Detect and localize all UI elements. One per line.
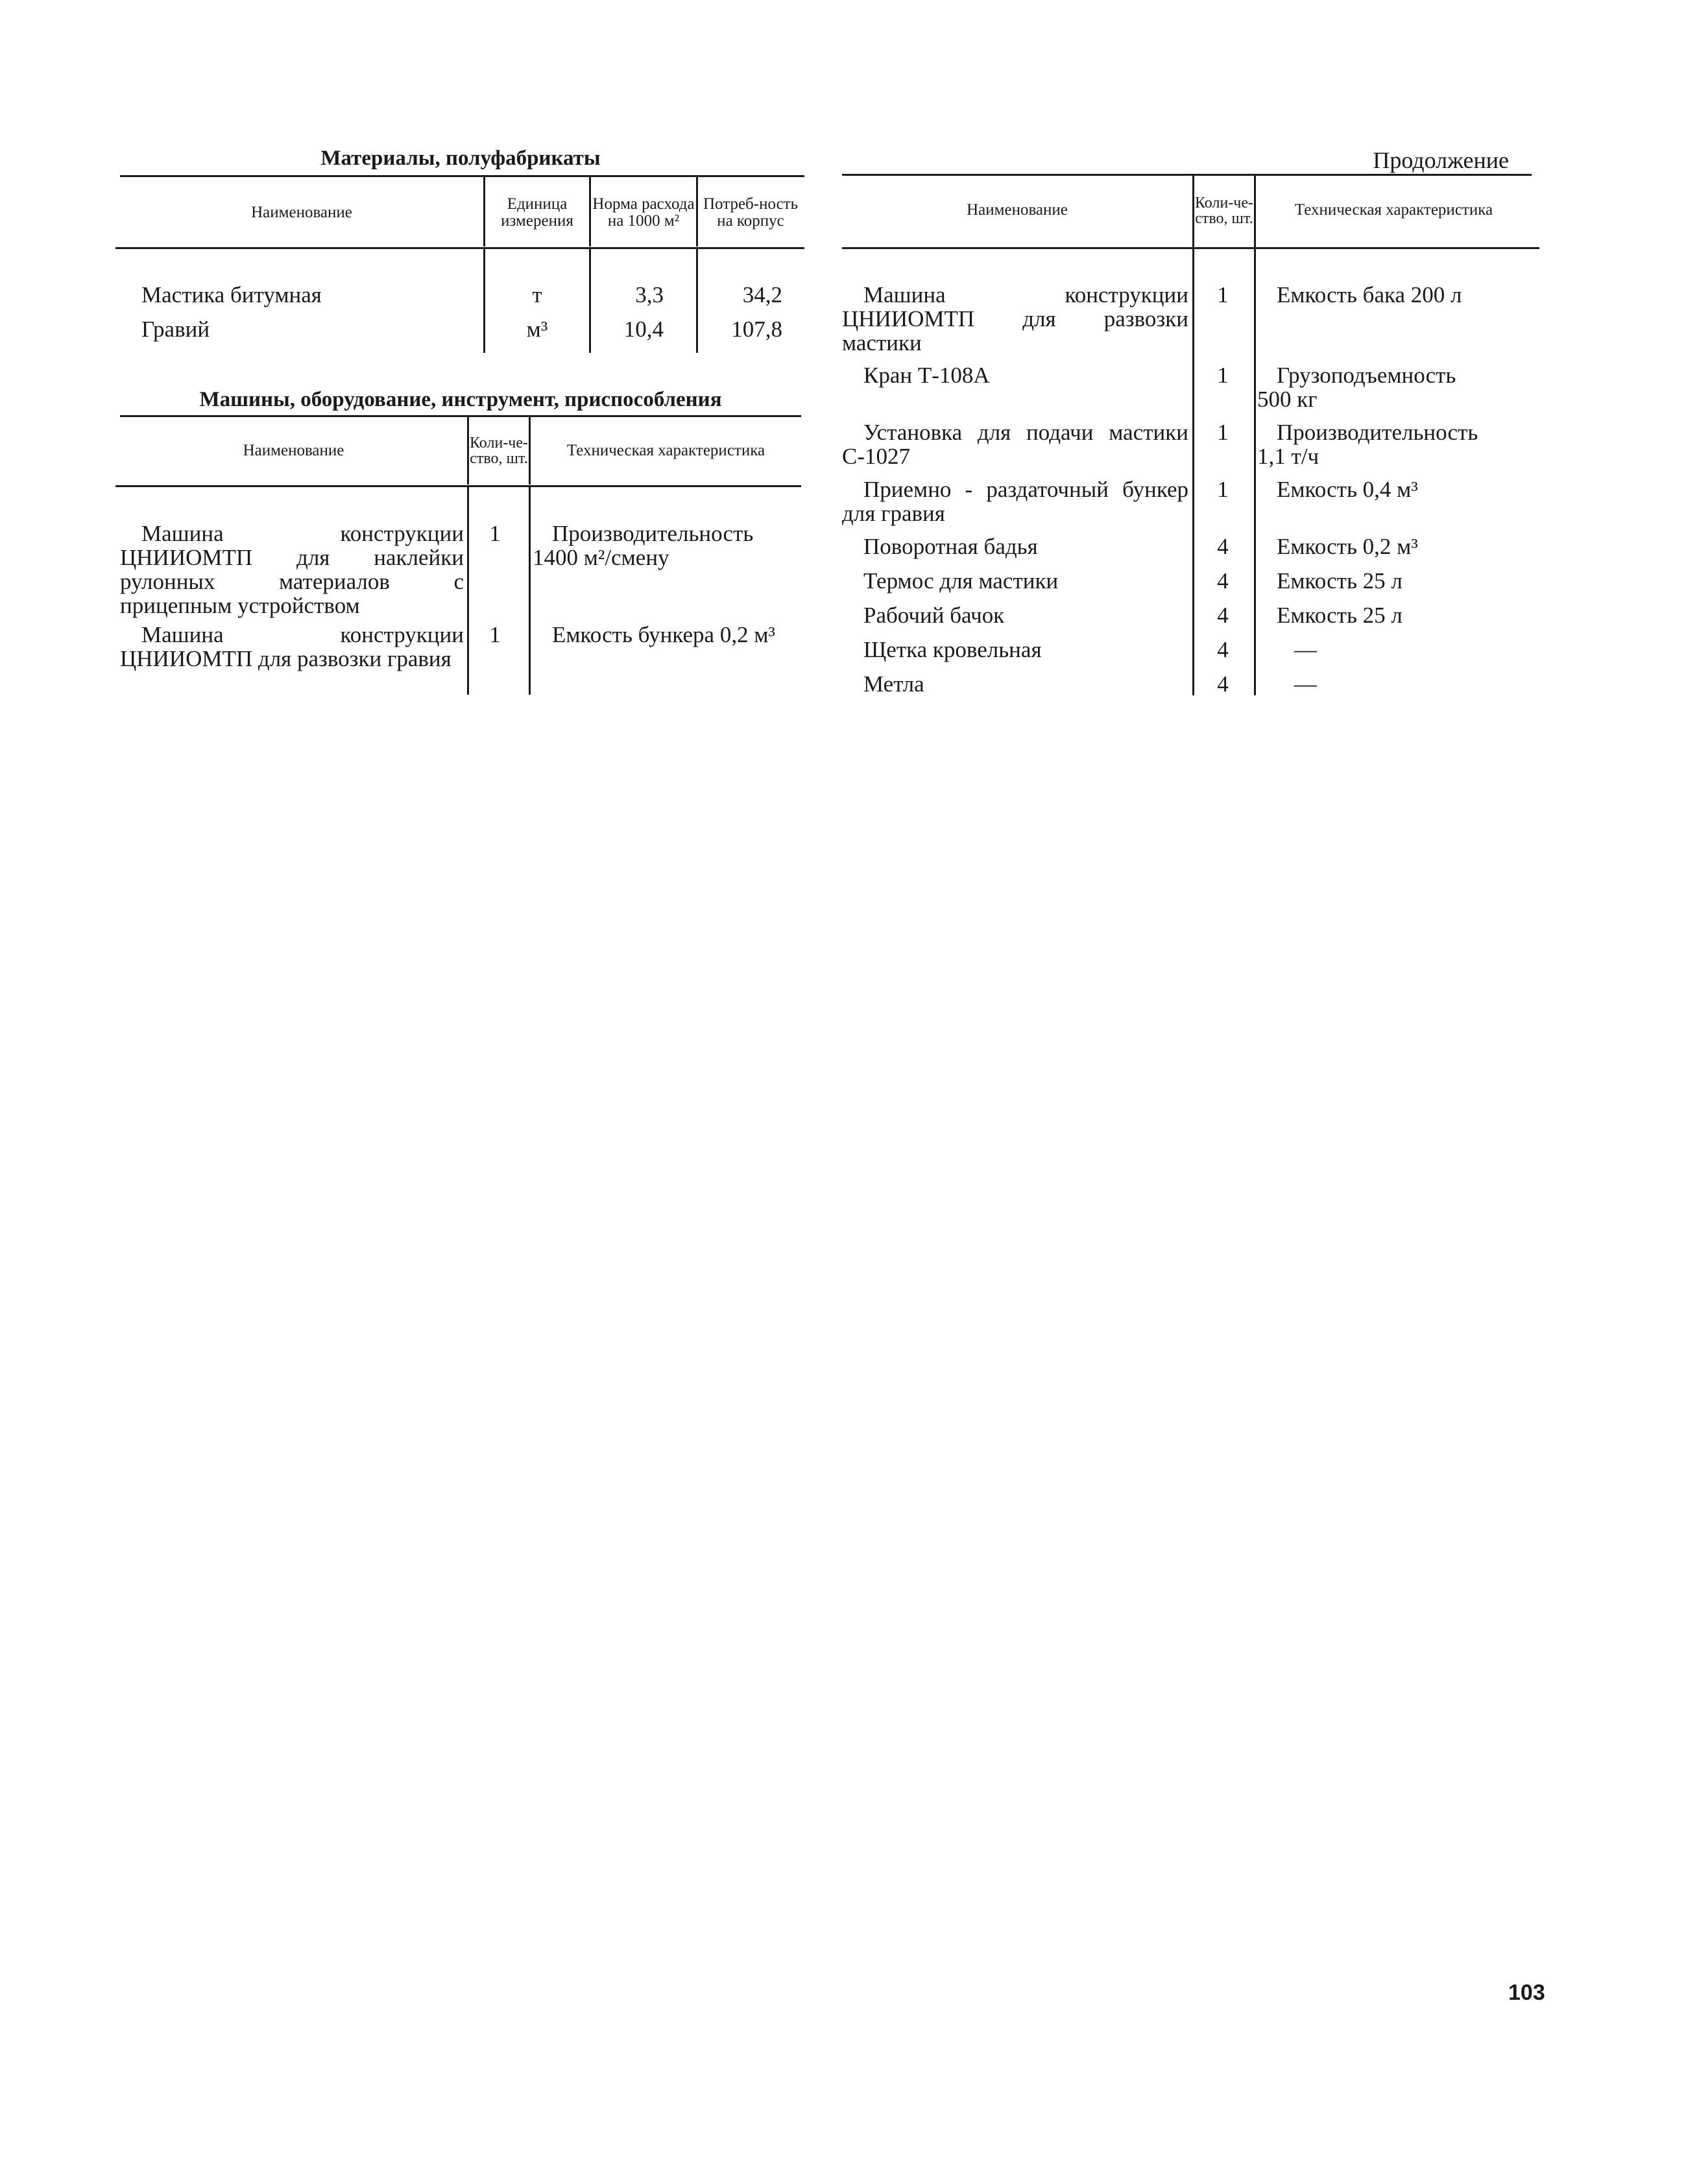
header-qty: Коли-че-ство, шт. [1194,195,1254,227]
row-spec: Емкость 0,2 м³ [1277,534,1418,559]
row-name: Машина конструкции ЦНИИОМТП для развозки гравия [120,622,464,671]
row-norm: 3,3 [635,282,664,307]
machines-title: Машины, оборудование, инструмент, приспособления [199,388,722,411]
row-spec: Емкость бункера 0,2 м³ [552,622,775,647]
table-rule [115,247,804,249]
row-name: Рабочий бачок [863,603,1005,628]
table-rule [115,485,801,487]
header-spec: Техническая характеристика [1294,201,1493,219]
row-name: Щетка кровельная [863,637,1042,662]
table-rule [842,174,1532,176]
row-need: 107,8 [731,317,782,342]
row-name: Поворотная бадья [863,534,1038,559]
table-rule [120,415,801,417]
row-qty: 4 [1217,534,1229,559]
row-name: Машина конструкции ЦНИИОМТП для развозки мастики [842,282,1188,355]
header-unit: Единица измерения [501,195,573,230]
row-unit: т [532,282,542,307]
row-spec: Емкость 25 л [1277,603,1403,628]
row-qty: 1 [1217,420,1229,445]
row-spec: — [1294,671,1317,697]
header-name: Наименование [243,442,344,459]
row-name: Мастика битумная [141,282,322,307]
row-norm: 10,4 [623,317,664,342]
table-rule [120,175,804,177]
row-spec: Емкость бака 200 л [1277,282,1462,307]
row-spec: — [1294,637,1317,662]
header-need: Потреб-ность на корпус [703,195,799,230]
row-name: Приемно - раздаточный бункер для гравия [842,477,1188,526]
row-name: Машина конструкции ЦНИИОМТП для наклейки рулонных материалов с прицепным устройством [120,521,464,618]
header-qty: Коли-че-ство, шт. [469,435,529,467]
row-qty: 1 [1217,477,1229,502]
header-spec: Техническая характеристика [566,442,765,459]
header-name: Наименование [251,204,352,221]
table-rule [842,247,1539,249]
row-need: 34,2 [742,282,782,307]
row-qty: 1 [1217,363,1229,388]
row-name: Гравий [141,317,210,342]
col-divider [467,487,469,695]
col-divider [1192,249,1194,695]
row-name: Термос для мастики [863,568,1059,594]
row-qty: 1 [1217,282,1229,307]
row-spec: Грузоподъемность 500 кг [1257,363,1456,412]
page-number: 103 [1508,1980,1545,2005]
row-name: Кран Т-108А [863,363,990,388]
row-qty: 4 [1217,637,1229,662]
col-divider [1254,249,1256,695]
row-qty: 4 [1217,568,1229,594]
row-qty: 1 [489,622,501,647]
row-name: Метла [863,671,924,697]
row-unit: м³ [526,317,548,342]
row-spec: Производительность 1,1 т/ч [1257,420,1478,469]
row-spec: Производительность 1400 м²/смену [533,521,754,570]
row-spec: Емкость 0,4 м³ [1277,477,1418,502]
header-name: Наименование [967,201,1068,219]
row-qty: 1 [489,521,501,546]
continuation-label: Продолжение [1373,147,1509,173]
col-divider [529,487,531,695]
row-qty: 4 [1217,671,1229,697]
row-name: Установка для подачи мастики С-1027 [842,420,1188,469]
row-spec: Емкость 25 л [1277,568,1403,594]
header-norm: Норма расхода на 1000 м² [592,195,695,230]
row-qty: 4 [1217,603,1229,628]
materials-title: Материалы, полуфабрикаты [320,147,601,170]
